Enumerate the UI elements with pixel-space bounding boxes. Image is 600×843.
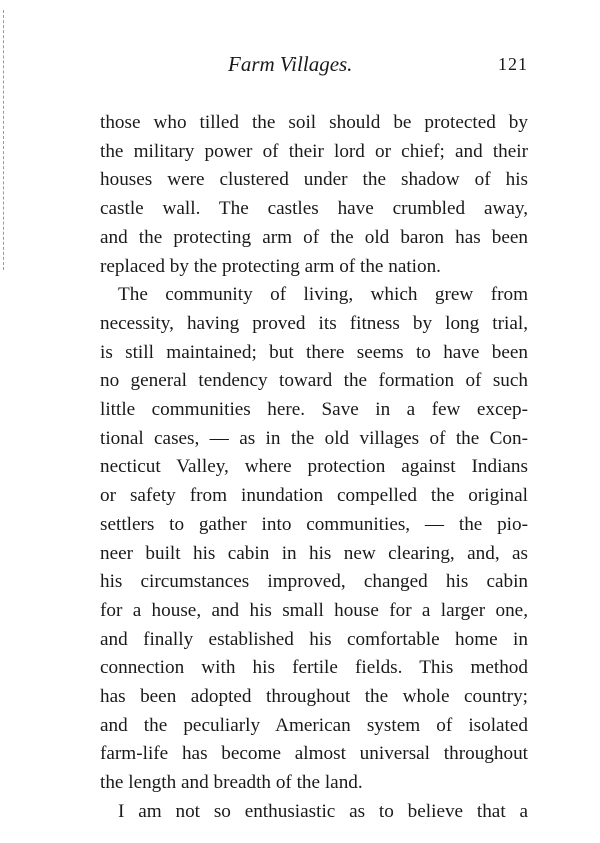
text-line: I am not so enthusiastic as to believe that a <box>118 800 528 822</box>
text-line: connection with his fertile fields. This method <box>100 657 528 679</box>
text-line: tional cases, — as in the old villages of the Con- <box>100 427 528 449</box>
text-line: is still maintained; but there seems to have been <box>100 341 528 363</box>
text-line: little communities here. Save in a few excep- <box>100 399 528 421</box>
text-line: farm-life has become almost universal throughout <box>100 743 528 765</box>
page-header <box>100 52 528 82</box>
text-line: and finally established his comfortable home in <box>100 628 528 650</box>
running-title: Farm Villages. <box>228 52 353 76</box>
page-number: 121 <box>498 54 528 74</box>
text-line: and the peculiarly American system of isolated <box>100 714 528 736</box>
text-line: the length and breadth of the land. <box>100 772 363 794</box>
text-line: castle wall. The castles have crumbled away, <box>100 198 528 220</box>
text-line: no general tendency toward the formation of such <box>100 370 528 392</box>
text-line: his circumstances improved, changed his cabin <box>100 571 528 593</box>
text-line: or safety from inundation compelled the original <box>100 485 528 507</box>
text-line: settlers to gather into communities, — the pio- <box>100 513 528 535</box>
text-line: necticut Valley, where protection against Indians <box>100 456 528 478</box>
text-line: The community of living, which grew from <box>118 284 528 306</box>
text-line: for a house, and his small house for a larger one, <box>100 599 528 621</box>
text-line: neer built his cabin in his new clearing, and, as <box>100 542 528 564</box>
text-line: houses were clustered under the shadow of his <box>100 169 528 191</box>
text-line: replaced by the protecting arm of the nation. <box>100 255 441 277</box>
scan-edge-mark <box>3 10 5 270</box>
text-line: and the protecting arm of the old baron has been <box>100 226 528 248</box>
text-line: the military power of their lord or chief; and their <box>100 140 528 162</box>
text-line: those who tilled the soil should be protected by <box>100 112 528 133</box>
page-body <box>100 109 528 827</box>
text-line: has been adopted throughout the whole country; <box>100 686 528 708</box>
text-line: necessity, having proved its fitness by long trial, <box>100 312 528 334</box>
